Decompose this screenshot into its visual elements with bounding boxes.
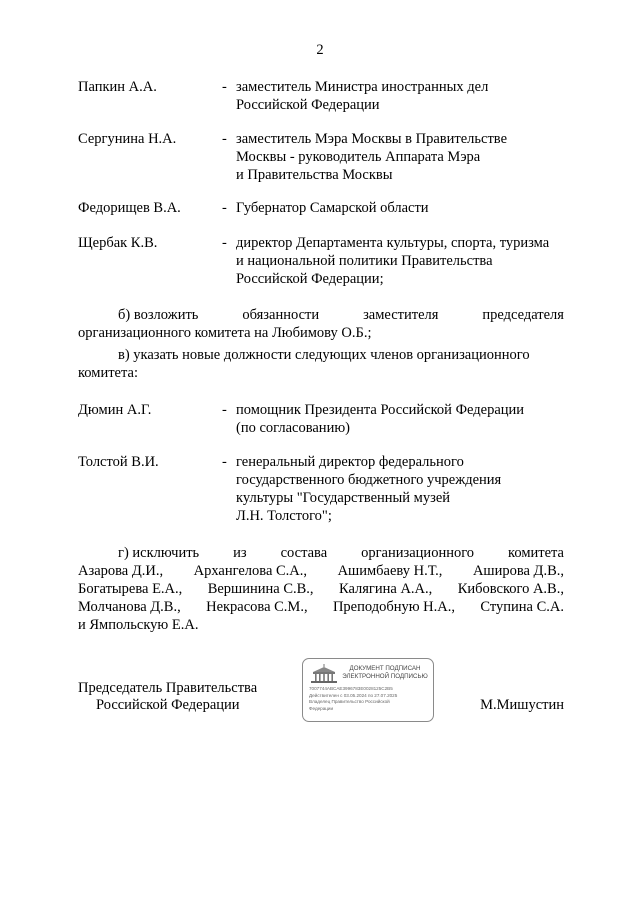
member-position-line: заместитель Мэра Москвы в Правительстве — [236, 131, 508, 147]
member-position-line: директор Департамента культуры, спорта, туризма — [236, 235, 550, 251]
member-dash: - — [222, 79, 227, 95]
paragraph-word: председателя — [482, 307, 564, 323]
paragraph-word: комитета — [508, 545, 564, 561]
member-position-line: (по согласованию) — [236, 420, 350, 436]
member-name: Сергунина Н.А. — [78, 131, 177, 147]
member-position — [236, 130, 566, 184]
excluded-member: и Ямпольскую Е.А. — [78, 617, 199, 633]
excluded-member: Некрасова С.М., — [206, 599, 308, 615]
electronic-signature-stamp — [302, 658, 434, 722]
member-position-line: государственного бюджетного учреждения — [236, 472, 502, 488]
member-name: Федорищев В.А. — [78, 200, 181, 216]
member-position-line: культуры "Государственный музей — [236, 490, 451, 506]
government-building-icon — [309, 664, 339, 684]
paragraph-g-line — [78, 562, 564, 580]
paragraph-word: из — [233, 545, 247, 561]
member-dash: - — [222, 131, 227, 147]
excluded-member: Вершинина С.В., — [207, 581, 314, 597]
paragraph-word: состава — [280, 545, 328, 561]
member-position — [236, 199, 566, 217]
excluded-member: Молчанова Д.В., — [78, 599, 181, 615]
member-dash: - — [222, 402, 227, 418]
excluded-member: Богатырева Е.А., — [78, 581, 183, 597]
paragraph-word: организационного — [361, 545, 475, 561]
member-position-line: Л.Н. Толстого"; — [236, 508, 332, 524]
paragraph-v-line-2: комитета: — [78, 365, 138, 381]
stamp-details — [309, 686, 397, 712]
member-position — [236, 401, 566, 437]
member-dash: - — [222, 235, 227, 251]
paragraph-b-line-2: организационного комитета на Любимову О.Б.; — [78, 325, 372, 341]
paragraph-v-line-1: в) указать новые должности следующих членов организационного — [118, 347, 530, 363]
paragraph-g-line — [78, 598, 564, 616]
excluded-member: Аширова Д.В., — [472, 563, 564, 579]
signer-name: М.Мишустин — [480, 697, 564, 713]
member-name: Папкин А.А. — [78, 79, 157, 95]
member-dash: - — [222, 200, 227, 216]
excluded-member: Кибовского А.В., — [457, 581, 564, 597]
signer-title — [78, 680, 257, 714]
excluded-member: Ступина С.А. — [480, 599, 564, 615]
paragraph-g-line — [78, 544, 564, 562]
paragraph-g-line — [78, 580, 564, 598]
member-name: Щербак К.В. — [78, 235, 158, 251]
signer-title-line: Председатель Правительства — [78, 680, 258, 696]
member-position-line: Губернатор Самарской области — [236, 200, 429, 216]
stamp-owner: Владелец Правительство Российской — [309, 699, 390, 704]
member-position — [236, 78, 566, 114]
excluded-member: Преподобную Н.А., — [332, 599, 455, 615]
member-position-line: заместитель Министра иностранных дел — [236, 79, 489, 95]
member-position-line: Москвы - руководитель Аппарата Мэра — [236, 149, 481, 165]
page-number: 2 — [316, 42, 324, 58]
paragraph-g — [78, 544, 564, 634]
member-position — [236, 234, 566, 288]
paragraph-b — [78, 306, 564, 342]
member-position-line: и Правительства Москвы — [236, 167, 393, 183]
excluded-member: Азарова Д.И., — [78, 563, 164, 579]
paragraph-word: заместителя — [363, 307, 439, 323]
stamp-heading-line: ЭЛЕКТРОННОЙ ПОДПИСЬЮ — [342, 672, 428, 680]
member-position — [236, 453, 566, 525]
excluded-member: Калягина А.А., — [338, 581, 433, 597]
paragraph-word: б) возложить — [118, 307, 199, 323]
stamp-owner: Федерации — [309, 705, 334, 711]
excluded-member: Ашимбаеву Н.Т., — [337, 563, 443, 579]
member-name: Толстой В.И. — [78, 454, 159, 470]
member-position-line: Российской Федерации; — [236, 271, 384, 287]
stamp-certificate-id: 7007744ABCAE3996783E0028125C2B5 — [309, 686, 393, 691]
member-position-line: Российской Федерации — [236, 97, 380, 113]
member-position-line: помощник Президента Российской Федерации — [236, 402, 525, 418]
member-position-line: и национальной политики Правительства — [236, 253, 493, 269]
stamp-heading-line: ДОКУМЕНТ ПОДПИСАН — [349, 665, 421, 672]
member-name: Дюмин А.Г. — [78, 402, 152, 418]
paragraph-b-line-1 — [78, 306, 564, 324]
stamp-validity: Действителен с 03.05.2024 по 27.07.2025 — [309, 692, 398, 698]
member-dash: - — [222, 454, 227, 470]
paragraph-v — [78, 346, 564, 382]
stamp-heading — [341, 665, 429, 680]
paragraph-word: г) исключить — [118, 545, 200, 561]
signer-title-line: Российской Федерации — [96, 697, 240, 713]
paragraph-word: обязанности — [242, 307, 320, 323]
excluded-member: Архангелова С.А., — [193, 563, 308, 579]
member-position-line: генеральный директор федерального — [236, 454, 464, 470]
